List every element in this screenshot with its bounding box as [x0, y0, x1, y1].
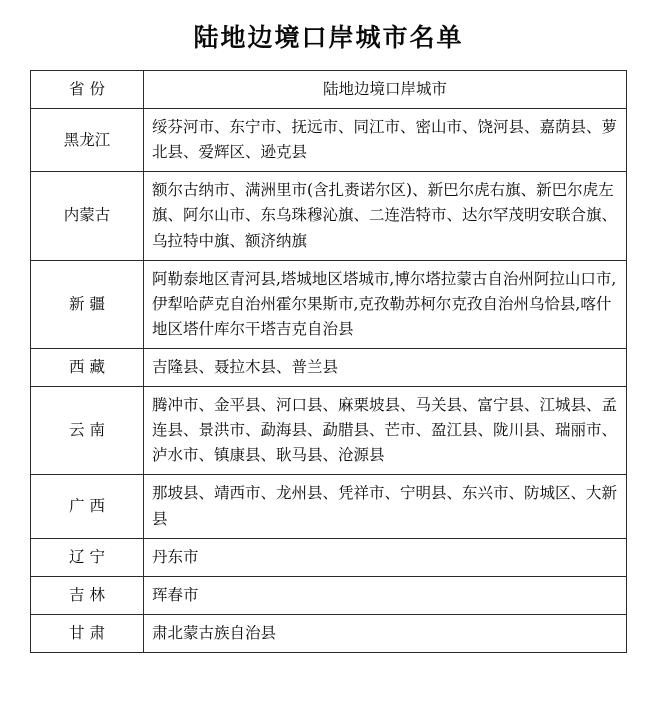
- cell-cities: 那坡县、靖西市、龙州县、凭祥市、宁明县、东兴市、防城区、大新县: [144, 475, 627, 538]
- table-row: [31, 109, 627, 172]
- cell-province: 云 南: [31, 387, 144, 475]
- table-row: [31, 260, 627, 348]
- cell-cities: 肃北蒙古族自治县: [144, 614, 627, 652]
- cell-cities: 阿勒泰地区青河县,塔城地区塔城市,博尔塔拉蒙古自治州阿拉山口市,伊犁哈萨克自治州霍尔果斯市,克孜勒苏柯尔克孜自治州乌恰县,喀什地区塔什库尔干塔吉克自治县: [144, 260, 627, 348]
- cell-province: 西 藏: [31, 348, 144, 386]
- cell-cities: 珲春市: [144, 576, 627, 614]
- cell-province: 新 疆: [31, 260, 144, 348]
- cell-province: 黑龙江: [31, 109, 144, 172]
- table-row: [31, 614, 627, 652]
- border-port-cities-table: [30, 70, 627, 653]
- table-row: [31, 172, 627, 260]
- column-header-province: 省 份: [31, 71, 144, 109]
- cell-cities: 绥芬河市、东宁市、抚远市、同江市、密山市、饶河县、嘉荫县、萝北县、爱辉区、逊克县: [144, 109, 627, 172]
- cell-cities: 丹东市: [144, 538, 627, 576]
- cell-province: 甘 肃: [31, 614, 144, 652]
- cell-province: 吉 林: [31, 576, 144, 614]
- page-title: 陆地边境口岸城市名单: [193, 23, 464, 52]
- table-row: [31, 475, 627, 538]
- table-row: [31, 348, 627, 386]
- table-row: [31, 538, 627, 576]
- table-row: [31, 387, 627, 475]
- cell-province: 广 西: [31, 475, 144, 538]
- document-page: [0, 18, 657, 720]
- table-header-row: [31, 71, 627, 109]
- cell-province: 辽 宁: [31, 538, 144, 576]
- cell-cities: 吉隆县、聂拉木县、普兰县: [144, 348, 627, 386]
- table-body: [31, 109, 627, 653]
- cell-cities: 额尔古纳市、满洲里市(含扎赉诺尔区)、新巴尔虎右旗、新巴尔虎左旗、阿尔山市、东乌珠穆沁旗、二连浩特市、达尔罕茂明安联合旗、乌拉特中旗、额济纳旗: [144, 172, 627, 260]
- table-header: [31, 71, 627, 109]
- table-row: [31, 576, 627, 614]
- cell-province: 内蒙古: [31, 172, 144, 260]
- column-header-cities: 陆地边境口岸城市: [144, 71, 627, 109]
- cell-cities: 腾冲市、金平县、河口县、麻栗坡县、马关县、富宁县、江城县、孟连县、景洪市、勐海县、勐腊县、芒市、盈江县、陇川县、瑞丽市、泸水市、镇康县、耿马县、沧源县: [144, 387, 627, 475]
